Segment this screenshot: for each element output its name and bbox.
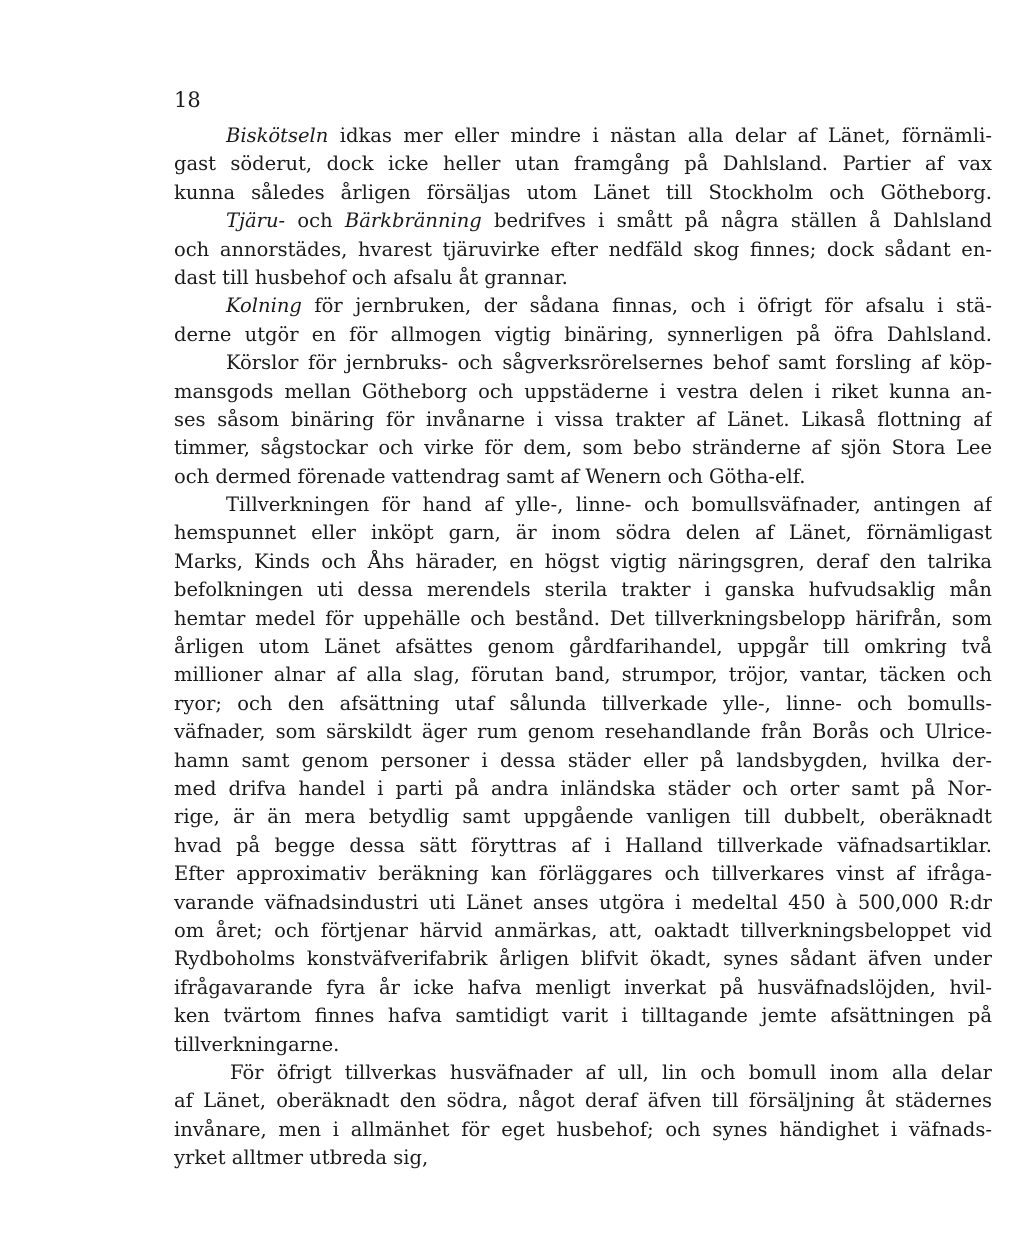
line-text: varande väfnadsindustri uti Länet anses utgöra i medeltal 450 à 500,000 R:dr	[174, 890, 992, 914]
line-text: för jernbruken, der sådana finnas, och i öfrigt för afsalu i stä-	[301, 294, 992, 318]
text-line	[174, 832, 992, 860]
text-line	[174, 463, 992, 491]
line-text: hemspunnet eller inköpt garn, är inom södra delen af Länet, förnämligast	[174, 521, 992, 545]
text-line	[174, 321, 992, 349]
text-line	[174, 406, 992, 434]
section-keyword: Bärkbränning	[344, 209, 482, 233]
text-line	[174, 633, 992, 661]
line-text: timmer, sågstockar och virke för dem, som bebo stränderne af sjön Stora Lee	[174, 436, 992, 460]
text-line	[174, 264, 992, 292]
text-line	[174, 945, 992, 973]
text-line	[174, 860, 992, 888]
line-text: om året; och förtjenar härvid anmärkas, att, oaktadt tillverkningsbeloppet vid	[174, 918, 992, 942]
line-text: ken tvärtom finnes hafva samtidigt varit i tilltagande jemte afsättningen på	[174, 1004, 992, 1028]
text-line	[174, 491, 992, 519]
line-text: och annorstädes, hvarest tjäruvirke efter nedfäld skog finnes; dock sådant en-	[174, 237, 992, 261]
line-text: bedrifves i smått på några ställen å Dahlsland	[481, 209, 992, 233]
line-text: rige, är än mera betydlig samt uppgående vanligen till dubbelt, oberäknadt	[174, 805, 992, 829]
section-keyword: Tjäru-	[226, 209, 286, 233]
line-text: derne utgör en för allmogen vigtig binäring, synnerligen på öfra Dahlsland.	[174, 322, 992, 346]
text-line	[174, 747, 992, 775]
text-line	[174, 236, 992, 264]
section-keyword: Kolning	[226, 294, 302, 318]
text-line	[174, 803, 992, 831]
line-text: hvad på begge dessa sätt föryttras af i Halland tillverkade väfnadsartiklar.	[174, 833, 992, 857]
line-text: Rydboholms konstväfverifabrik årligen blifvit ökadt, synes sådant äfven under	[174, 947, 992, 971]
text-line	[174, 434, 992, 462]
line-text: befolkningen uti dessa merendels sterila trakter i ganska hufvudsaklig mån	[174, 578, 992, 602]
line-text: årligen utom Länet afsättes genom gårdfarihandel, uppgår till omkring två	[174, 635, 992, 659]
text-line	[174, 179, 992, 207]
text-line	[174, 917, 992, 945]
line-text: Tillverkningen för hand af ylle-, linne- och bomullsväfnader, antingen af	[226, 493, 992, 517]
line-text: tillverkningarne.	[174, 1032, 340, 1056]
text-line	[174, 292, 992, 320]
line-text: och dermed förenade vattendrag samt af Wenern och Götha-elf.	[174, 464, 806, 488]
text-line	[174, 1031, 992, 1059]
text-line	[174, 605, 992, 633]
line-text: gast söderut, dock icke heller utan framgång på Dahlsland. Partier af vax	[174, 152, 992, 176]
text-line	[174, 548, 992, 576]
section-keyword: Biskötseln	[226, 124, 329, 147]
line-text: idkas mer eller mindre i nästan alla delar af Länet, förnämli-	[328, 124, 992, 147]
line-text: mansgods mellan Götheborg och uppstäderne i vestra delen i riket kunna an-	[174, 379, 992, 403]
line-text: Körslor för jernbruks- och sågverksrörelsernes behof samt forsling af köp-	[226, 351, 992, 375]
line-text: hamn samt genom personer i dessa städer eller på landsbygden, hvilka der-	[174, 748, 992, 772]
text-line	[174, 1116, 992, 1144]
line-text: kunna således årligen försäljas utom Länet till Stockholm och Götheborg.	[174, 180, 992, 204]
line-text: millioner alnar af alla slag, förutan band, strumpor, tröjor, vantar, täcken och	[174, 663, 992, 687]
line-text: dast till husbehof och afsalu åt grannar.	[174, 265, 568, 289]
text-line	[174, 150, 992, 178]
text-line	[174, 718, 992, 746]
text-line	[174, 378, 992, 406]
body-text	[174, 122, 992, 1172]
text-line	[174, 576, 992, 604]
line-text: invånare, men i allmänhet för eget husbehof; och synes händighet i väfnads-	[174, 1117, 992, 1141]
line-text: ifrågavarande fyra år icke hafva menligt inverkat på husväfnadslöjden, hvil-	[174, 975, 992, 999]
text-line	[174, 1059, 992, 1087]
line-text: Marks, Kinds och Åhs härader, en högst vigtig näringsgren, deraf den talrika	[174, 549, 992, 573]
line-text: Efter approximativ beräkning kan förläggares och tillverkares vinst af ifråga-	[174, 862, 992, 886]
line-text: väfnader, som särskildt äger rum genom resehandlande från Borås och Ulrice-	[174, 720, 992, 744]
text-line	[174, 1002, 992, 1030]
line-text: med drifva handel i parti på andra inländska städer och orter samt på Nor-	[174, 776, 992, 800]
line-text: ses såsom binäring för invånarne i vissa trakter af Länet. Likaså flottning af	[174, 407, 992, 431]
text-line	[174, 1144, 992, 1172]
text-line	[174, 661, 992, 689]
line-text: yrket alltmer utbreda sig,	[174, 1146, 429, 1170]
text-line	[174, 1087, 992, 1115]
text-line	[174, 122, 992, 150]
page-number: 18	[174, 88, 201, 112]
text-line	[174, 519, 992, 547]
text-line	[174, 349, 992, 377]
line-text: hemtar medel för uppehälle och bestånd. Det tillverkningsbelopp härifrån, som	[174, 606, 992, 630]
line-text: För öfrigt tillverkas husväfnader af ull, lin och bomull inom alla delar	[230, 1060, 992, 1084]
line-text: och	[285, 209, 345, 233]
text-line	[174, 207, 992, 235]
text-line	[174, 690, 992, 718]
line-text: af Länet, oberäknadt den södra, något deraf äfven till försäljning åt städernes	[174, 1089, 992, 1113]
text-line	[174, 974, 992, 1002]
text-line	[174, 889, 992, 917]
text-line	[174, 775, 992, 803]
line-text: ryor; och den afsättning utaf sålunda tillverkade ylle-, linne- och bomulls-	[174, 691, 992, 715]
